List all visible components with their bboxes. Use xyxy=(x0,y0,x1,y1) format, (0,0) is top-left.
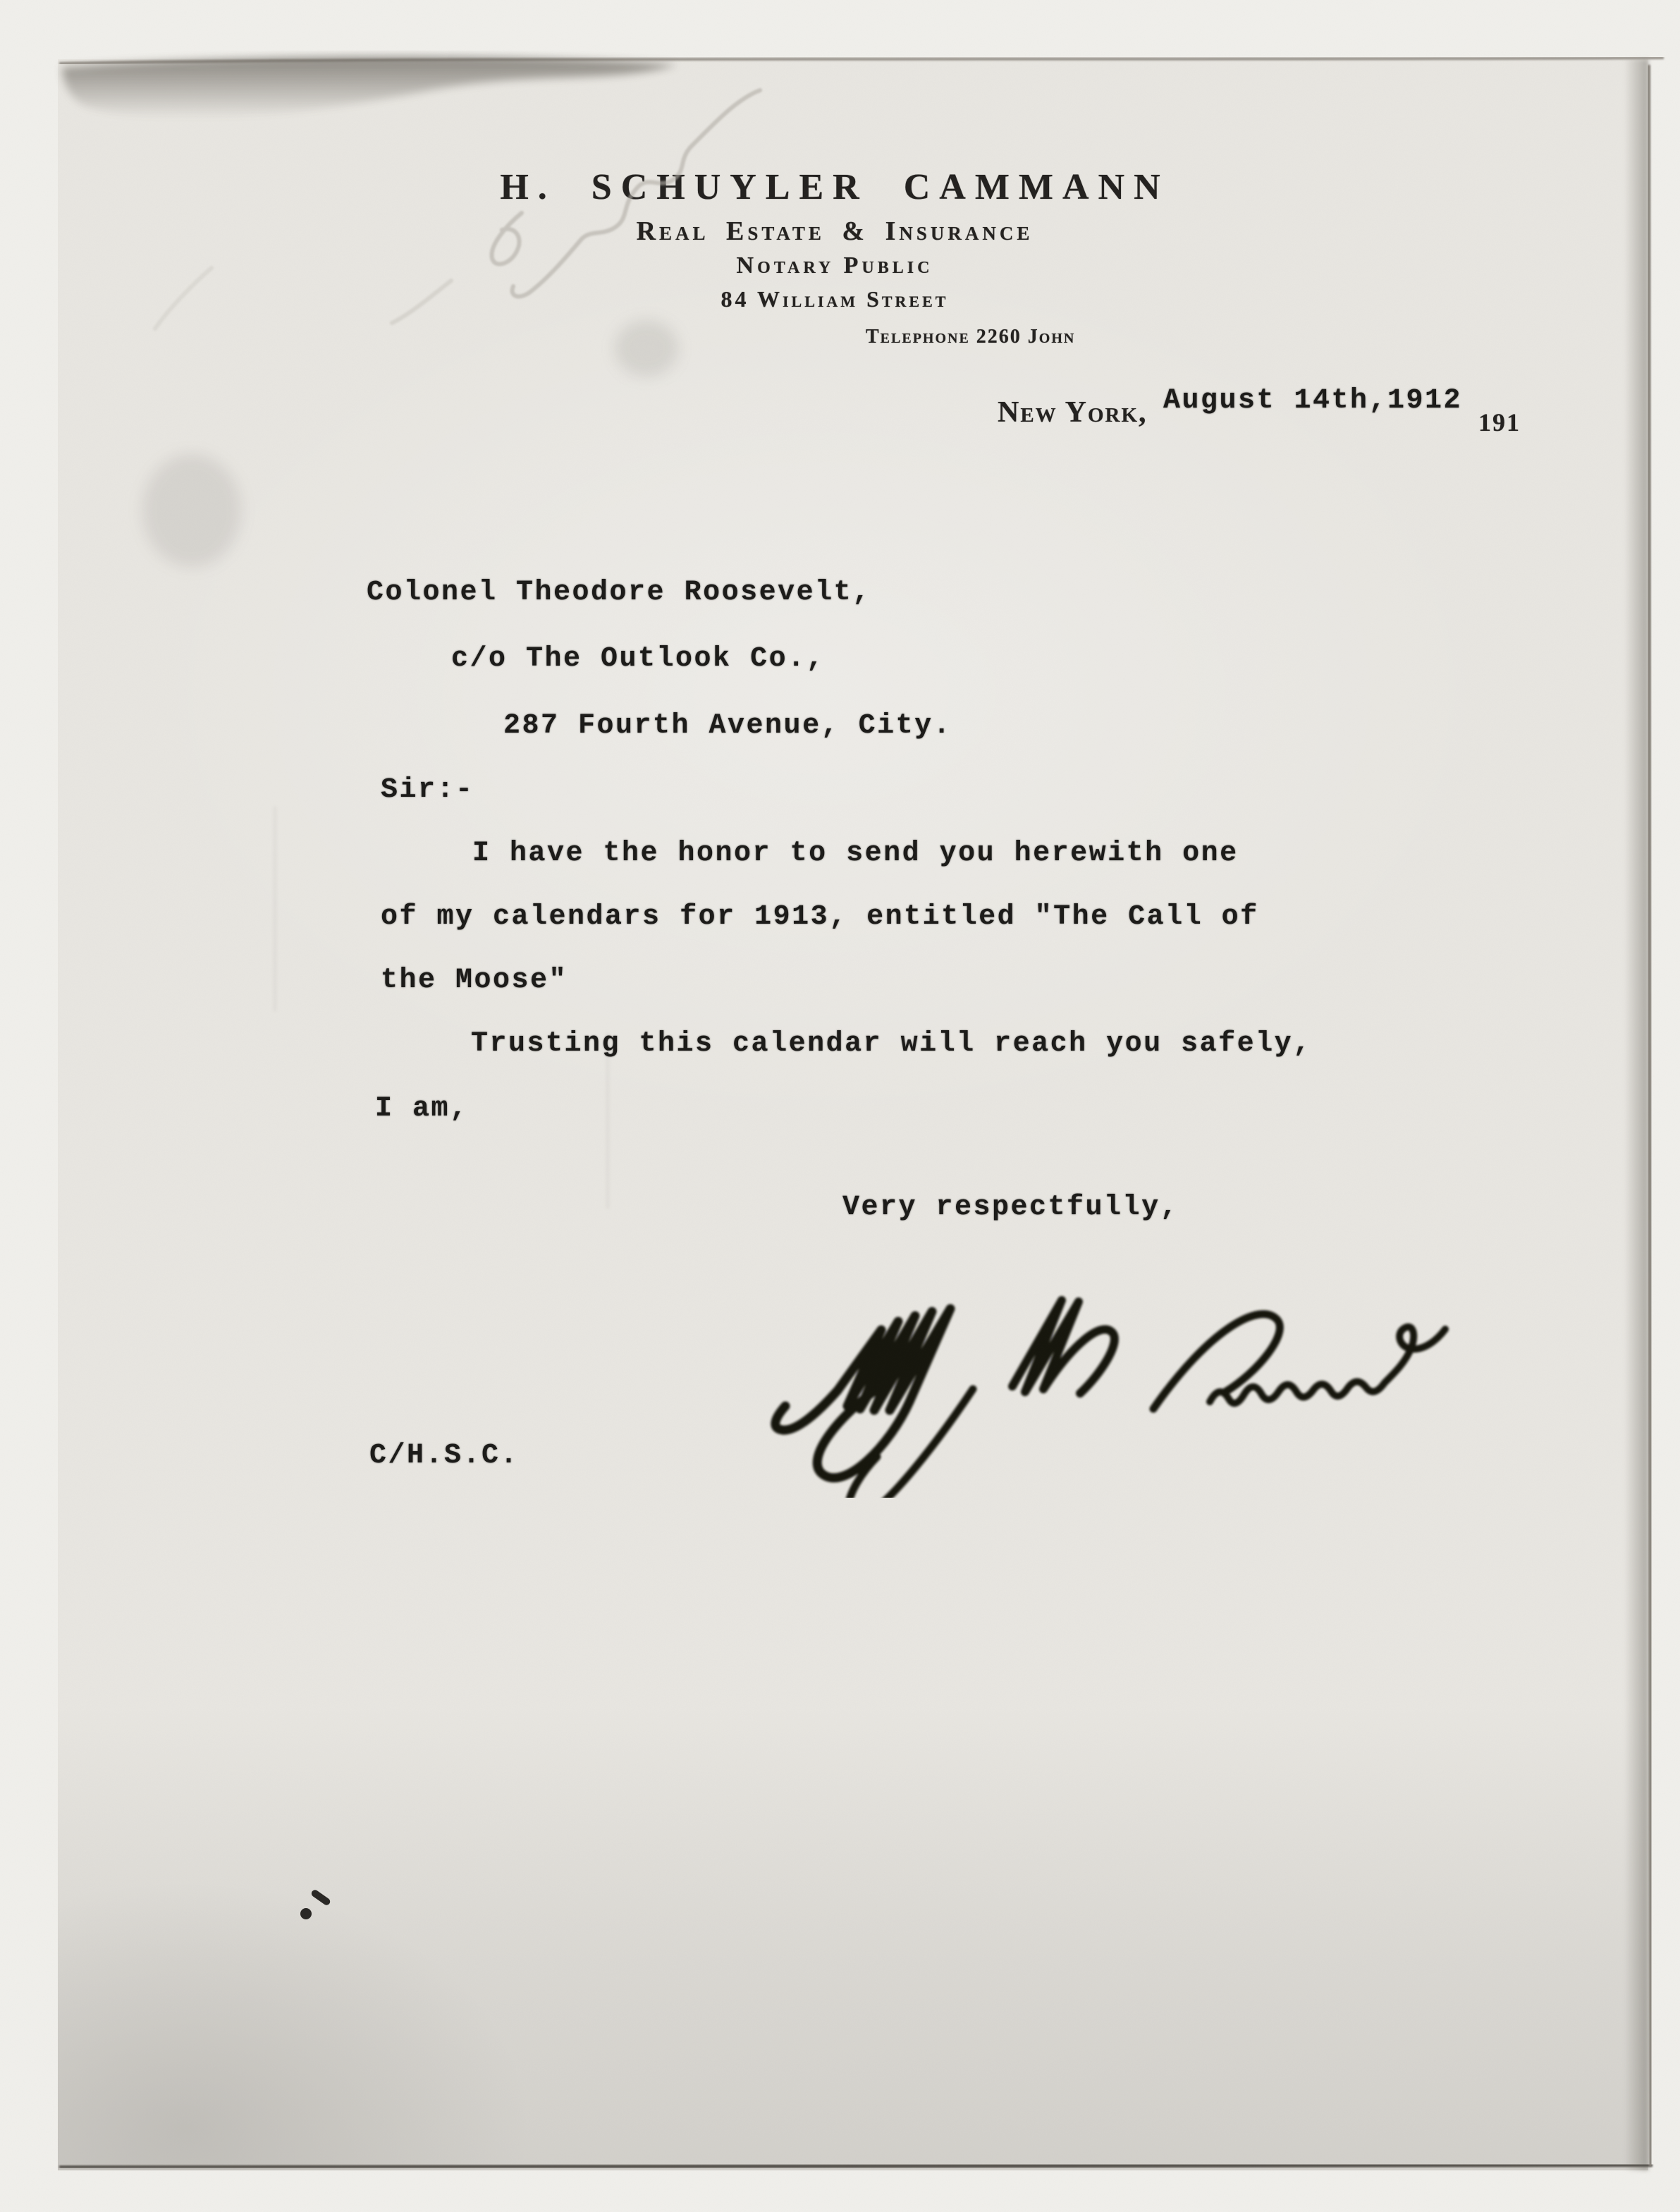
recipient-line-2: c/o The Outlook Co., xyxy=(451,643,826,675)
closing: Very respectfully, xyxy=(842,1192,1179,1223)
body-line: Trusting this calendar will reach you safely, xyxy=(471,1028,1312,1060)
typist-initials: C/H.S.C. xyxy=(369,1440,520,1472)
letterhead-business: Real Estate & Insurance xyxy=(636,216,1034,246)
signature xyxy=(761,1258,1466,1498)
letterhead-title: Notary Public xyxy=(736,252,933,279)
letterhead-telephone: Telephone 2260 John xyxy=(866,326,1076,348)
dateline-typed-date: August 14th,1912 xyxy=(1163,385,1463,417)
dateline-printed-year: 191 xyxy=(1478,408,1521,436)
body-line: the Moose" xyxy=(381,965,568,996)
paper-smudge xyxy=(142,454,241,567)
body-line: I have the honor to send you herewith one xyxy=(472,838,1239,869)
recipient-line-1: Colonel Theodore Roosevelt, xyxy=(367,577,871,609)
paper-smudge xyxy=(615,320,678,377)
recipient-line-3: 287 Fourth Avenue, City. xyxy=(503,710,952,742)
dateline-place: New York, xyxy=(998,396,1148,429)
salutation: Sir:- xyxy=(381,774,474,806)
letterhead-name: H. SCHUYLER CAMMANN xyxy=(500,167,1170,207)
ink-specks xyxy=(283,1886,368,1942)
body-line: of my calendars for 1913, entitled "The Call of xyxy=(381,901,1259,933)
body-line: I am, xyxy=(375,1093,469,1125)
paper-right-edge-shade xyxy=(1624,59,1648,2170)
paper-crease xyxy=(274,807,276,1011)
paper-sheet xyxy=(58,59,1648,2170)
letterhead-address: 84 William Street xyxy=(721,286,949,312)
